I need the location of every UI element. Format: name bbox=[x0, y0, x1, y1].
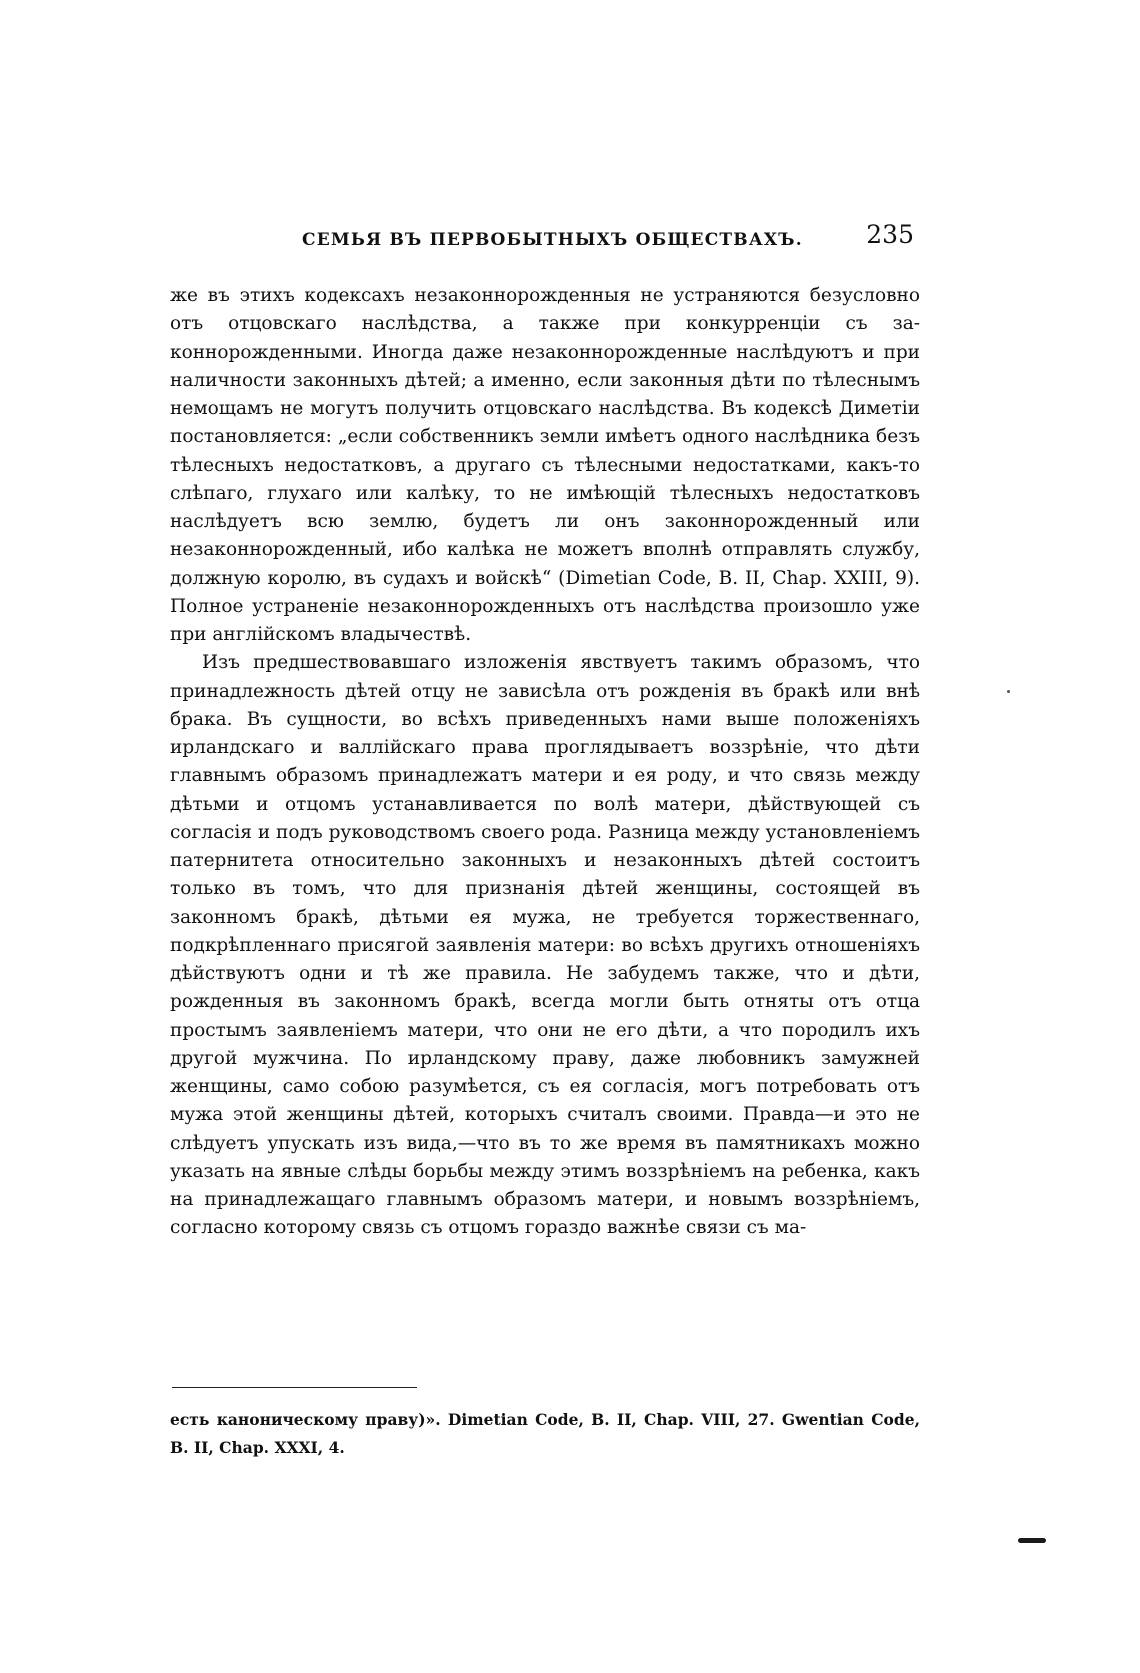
body-text bbox=[170, 282, 920, 1243]
paragraph-main: Изъ предшествовавшаго изложенія явствуетъ такимъ образомъ, что принадлежность дѣтей отцу не зависѣла отъ рожденія въ бракѣ или внѣ брака. Въ сущности, во всѣхъ приведенныхъ нами выше положеніяхъ ирландскаго и валлійскаго права проглядываетъ воззрѣніе, что дѣти главнымъ образомъ принадлежатъ матери и ея роду, и что связь между дѣтьми и отцомъ устанавливается по волѣ матери, дѣйствующей съ согласія и подъ руководствомъ своего рода. Разница между установленіемъ патернитета относительно законныхъ и незаконныхъ дѣтей состоитъ только въ томъ, что для признанія дѣтей женщины, состоящей въ законномъ бракѣ, дѣтьми ея мужа, не требуется торжественнаго, подкрѣпленнаго присягой заявленія матери: во всѣхъ другихъ отношеніяхъ дѣйствуютъ одни и тѣ же правила. Не забудемъ также, что и дѣти, рожденныя въ законномъ бракѣ, всегда могли быть отняты отъ отца простымъ заявленіемъ матери, что они не его дѣти, а что породилъ ихъ другой мужчина. По ирландскому праву, даже любовникъ замужней женщины, само собою разумѣется, съ ея согласія, могъ потребовать отъ мужа этой женщины дѣтей, которыхъ считалъ своими. Правда—и это не слѣдуетъ упускать изъ вида,—что въ то же время въ памятникахъ можно указать на явные слѣды борьбы между этимъ воззрѣніемъ на ребенка, какъ на принадлежащаго главнымъ образомъ матери, и новымъ воззрѣніемъ, согласно которому связь съ отцомъ гораздо важнѣе связи съ ма- bbox=[170, 652, 920, 1239]
footnote-divider bbox=[172, 1387, 417, 1388]
paragraph-continuation: же въ этихъ кодексахъ незаконнорожденныя не устраняются безусловно отъ отцовскаго наслѣдства, а также при конкурренціи съ законнорожденными. Иногда даже незаконнорожденные наслѣдуютъ и при наличности законныхъ дѣтей; а именно, если законныя дѣти по тѣлеснымъ немощамъ не могутъ получить отцовскаго наслѣдства. Въ кодексѣ Диметіи постановляется: „если собственникъ земли имѣетъ одного наслѣдника безъ тѣлесныхъ недостатковъ, а другаго съ тѣлесными недостатками, какъ-то слѣпаго, глухаго или калѣку, то не имѣющій тѣлесныхъ недостатковъ наслѣдуетъ всю землю, будетъ ли онъ законнорожденный или незаконнорожденный, ибо калѣка не можетъ вполнѣ отправлять службу, должную королю, въ судахъ и войскѣ“ (Dimetian Code, B. II, Chap. XXIII, 9). Полное устраненіе незаконнорожденныхъ отъ наслѣдства произошло уже при англійскомъ владычествѣ. bbox=[170, 285, 920, 645]
page-header bbox=[170, 220, 920, 258]
running-title: СЕМЬЯ ВЪ ПЕРВОБЫТНЫХЪ ОБЩЕСТВАХЪ. bbox=[302, 230, 803, 250]
scan-ink-mark bbox=[1018, 1538, 1046, 1543]
footnote: есть каноническому праву)». Dimetian Code, B. II, Chap. VIII, 27. Gwentian Code, B. II, Chap. XXXI, 4. bbox=[170, 1410, 920, 1457]
page-number: 235 bbox=[866, 220, 914, 249]
scan-speck bbox=[1007, 690, 1010, 693]
